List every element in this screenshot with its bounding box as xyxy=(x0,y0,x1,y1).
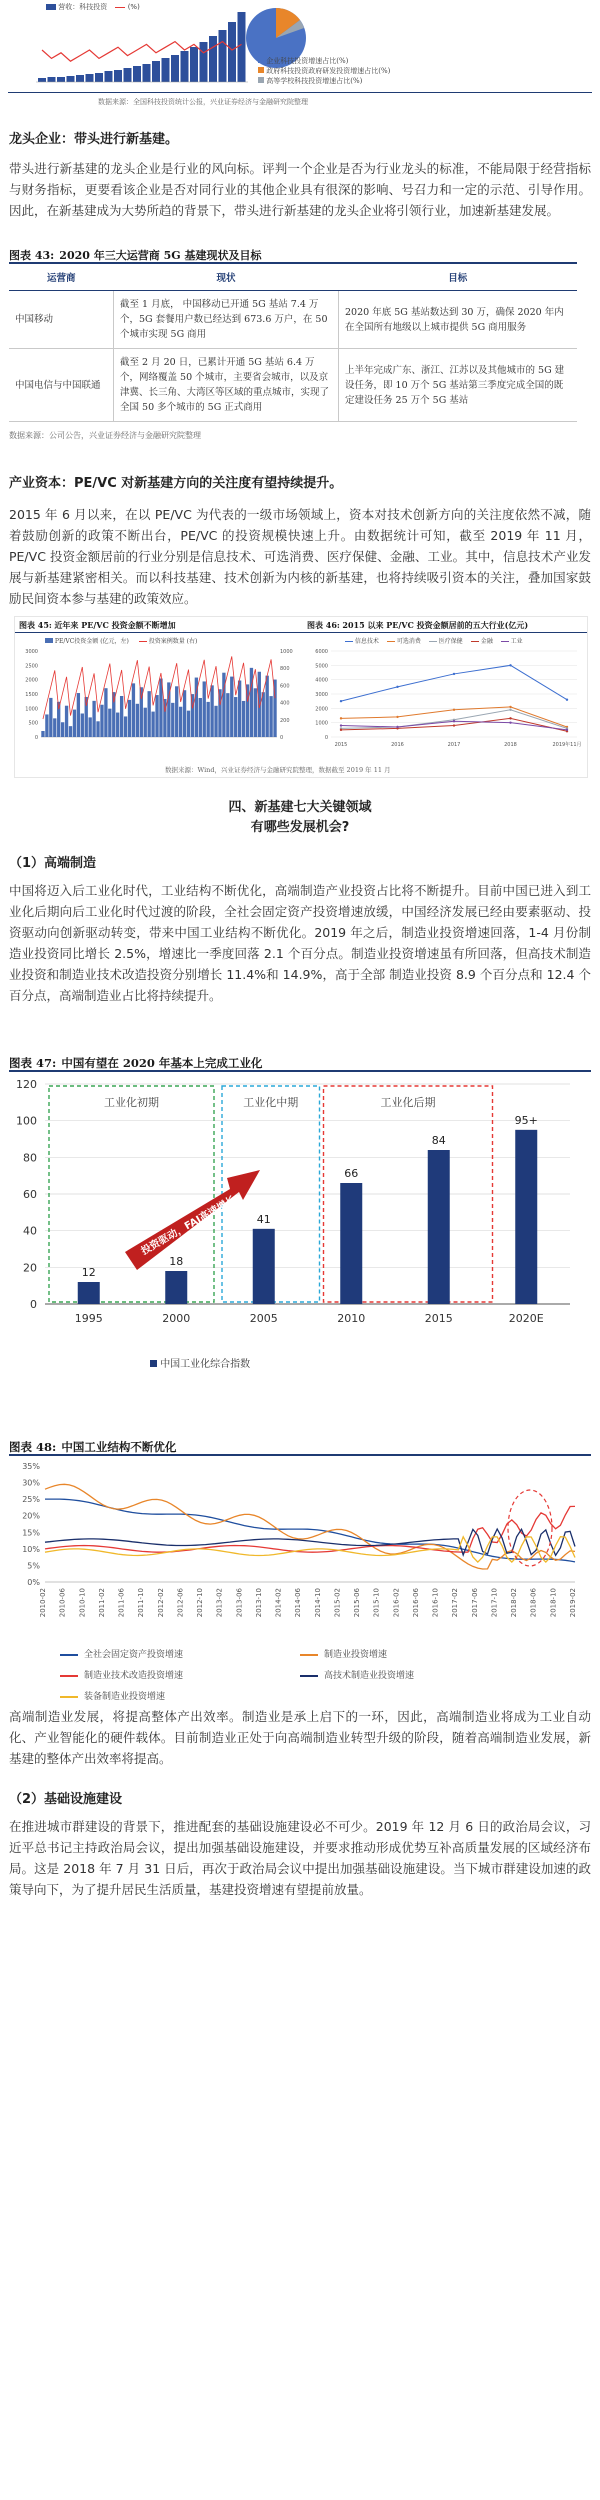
fig48-ytick: 5% xyxy=(27,1561,40,1571)
top-bar xyxy=(86,74,94,82)
fig48-xtick: 2012-02 xyxy=(156,1588,165,1618)
top-bar xyxy=(133,66,141,82)
fig45-header xyxy=(19,620,176,631)
fig45-legend xyxy=(45,636,197,645)
pie-legend-2: 高等学校科技投资增速占比 xyxy=(266,77,351,85)
current-cell: 截至 2 月 20 日，已累计开通 5G 基站 6.4 万个，网络覆盖 50 个城市，主要省会城市，以及京津冀、长三角、大湾区等区域的重点城市，实现了全国 50 多个城市的 5G 正式商用 xyxy=(114,349,339,422)
table-row xyxy=(9,291,577,349)
fig46-point xyxy=(566,729,568,731)
fig46-point xyxy=(340,729,342,731)
fig45-bar xyxy=(183,690,186,737)
fig45-bar xyxy=(81,714,84,738)
fig46-point xyxy=(396,686,398,688)
top-bar xyxy=(228,22,236,82)
fig48-ytick: 15% xyxy=(22,1528,40,1538)
fig48-ytick: 20% xyxy=(22,1511,40,1521)
fig47-value-label: 95+ xyxy=(514,1113,538,1127)
fig46-legend xyxy=(345,636,531,645)
fig45-ytick-right: 400 xyxy=(280,700,290,707)
fig46-ytick: 5000 xyxy=(315,663,328,670)
fig48-legend-item: 高技术制造业投资增速 xyxy=(300,1668,540,1681)
fig48-legend-item: 制造业投资增速 xyxy=(300,1647,540,1660)
pie-legend-suffix-0: (%) xyxy=(336,57,349,65)
fig46-point xyxy=(340,717,342,719)
fig45-46-panel xyxy=(14,616,588,778)
fig45-bar xyxy=(65,706,68,737)
fig45-bar xyxy=(262,692,265,737)
fig46-point xyxy=(453,673,455,675)
fig45-bar xyxy=(238,681,241,738)
section4-title-1: 四、新基建七大关键领域 xyxy=(228,800,372,815)
fig46-ytick: 6000 xyxy=(315,649,328,655)
fig45-bar xyxy=(199,698,202,737)
fig45-bar xyxy=(175,686,178,737)
fig43-header-row xyxy=(9,263,577,291)
fig43-table-wrap xyxy=(9,262,577,422)
fig45-ytick-left: 1500 xyxy=(25,692,38,698)
fig48-xtick: 2016-10 xyxy=(431,1588,440,1618)
fig46-legend-item: 信息技术 xyxy=(345,638,379,645)
fig45-bar xyxy=(234,697,237,737)
fig45-ytick-right: 0 xyxy=(280,735,284,741)
fig45-bar xyxy=(266,676,269,737)
fig46-point xyxy=(509,717,511,719)
top-bar xyxy=(48,77,56,82)
top-bar xyxy=(105,71,113,82)
fig47-ytick: 0 xyxy=(30,1298,37,1311)
fig48-rule xyxy=(9,1454,591,1456)
fig45-bar xyxy=(132,683,135,737)
top-bar xyxy=(124,68,132,82)
fig45-bar xyxy=(230,677,233,737)
fig47-bar xyxy=(165,1271,187,1304)
fig45-bar xyxy=(144,708,147,737)
leader-heading: 龙头企业：带头进行新基建。 xyxy=(9,132,179,147)
fig48-xtick: 2014-06 xyxy=(294,1588,303,1618)
fig45-bar xyxy=(108,709,111,737)
top-figure-rule xyxy=(8,92,592,93)
fig48-xtick: 2015-02 xyxy=(333,1588,342,1618)
fig45-legend-line: 投资案例数量 (右) xyxy=(148,638,198,645)
fig47-ytick: 60 xyxy=(23,1188,37,1201)
fig48-xtick: 2017-06 xyxy=(470,1588,479,1618)
fig48-ytick: 10% xyxy=(22,1544,40,1554)
operator-cell: 中国电信与中国联通 xyxy=(9,349,114,422)
top-bar xyxy=(76,75,84,82)
fig48-xtick: 2018-06 xyxy=(529,1588,538,1618)
fig47-phase-label: 工业化初期 xyxy=(104,1096,159,1109)
fig45-46-rule xyxy=(15,632,587,633)
fig47-value-label: 84 xyxy=(431,1134,446,1147)
fig46-ytick: 2000 xyxy=(315,706,328,713)
fig47-legend-swatch xyxy=(150,1360,157,1367)
fig48-chart xyxy=(5,1458,595,1638)
fig45-bar xyxy=(203,681,206,737)
fig46-xtick: 2019年11月 xyxy=(552,742,582,748)
top-bar xyxy=(152,61,160,82)
fig48-xtick: 2012-10 xyxy=(196,1588,205,1618)
fig46-point xyxy=(453,724,455,726)
fig48-title: 中国工业结构不断优化 xyxy=(61,1440,177,1454)
fig46-point xyxy=(509,709,511,711)
fig48-xtick: 2013-06 xyxy=(235,1588,244,1618)
fig48-xtick: 2013-10 xyxy=(254,1588,263,1618)
pie-legend xyxy=(258,56,458,86)
fig48-ytick: 0% xyxy=(27,1578,40,1587)
fig48-xtick: 2014-10 xyxy=(313,1588,322,1618)
fig47-xtick: 2005 xyxy=(249,1312,278,1325)
legend-swatch-bar xyxy=(46,4,56,10)
top-bar xyxy=(190,47,198,82)
fig48-ytick: 30% xyxy=(22,1478,40,1488)
fig48-xtick: 2017-10 xyxy=(490,1588,499,1618)
fig47-xtick: 2010 xyxy=(337,1312,366,1325)
target-cell: 2020 年底 5G 基站数达到 30 万，确保 2020 年内在全国所有地级以上城市提供 5G 商用服务 xyxy=(339,291,578,349)
fig46-header xyxy=(307,620,528,631)
fig45-bar xyxy=(77,693,80,737)
fig47-bar xyxy=(428,1150,450,1304)
top-bar xyxy=(143,64,151,82)
fig46-chart xyxy=(305,645,585,765)
fig48-xtick: 2011-02 xyxy=(97,1588,106,1618)
fig48-legend-item: 装备制造业投资增速 xyxy=(60,1689,300,1702)
fig48-legend xyxy=(60,1642,560,1705)
pie-legend-1: 政府科技投资政府研发投资增速占比 xyxy=(266,67,379,75)
fig48-xtick: 2018-10 xyxy=(549,1588,558,1618)
fig45-ytick-left: 500 xyxy=(28,720,38,727)
fig46-xtick: 2016 xyxy=(391,742,404,748)
fig47-phase-label: 工业化中期 xyxy=(243,1096,299,1109)
fig48-label: 图表 48: xyxy=(9,1440,57,1454)
fig48-xtick: 2011-06 xyxy=(117,1588,126,1618)
legend-swatch-line xyxy=(115,7,125,8)
fig45-bar xyxy=(92,701,95,737)
fig46-ytick: 3000 xyxy=(315,692,328,698)
fig47-bar xyxy=(515,1130,537,1304)
pie-legend-suffix-1: (%) xyxy=(378,67,391,75)
fig47-ytick: 20 xyxy=(23,1261,37,1275)
fig47-bar xyxy=(340,1183,362,1304)
fig47-chart xyxy=(5,1074,595,1344)
fig45-ytick-left: 3000 xyxy=(25,649,38,655)
fig47-bar xyxy=(253,1229,275,1304)
fig45-bar xyxy=(207,702,210,737)
fig45-bar xyxy=(250,668,253,737)
fig45-bar xyxy=(210,685,213,737)
fig48-xtick: 2018-02 xyxy=(510,1588,519,1618)
fig46-label: 图表 46: xyxy=(307,620,340,630)
fig46-legend-item: 工业 xyxy=(501,638,523,645)
fig48-xtick: 2010-02 xyxy=(39,1588,47,1618)
fig45-bar xyxy=(53,718,56,737)
top-bar xyxy=(171,55,179,82)
fig45-chart xyxy=(15,645,300,765)
target-cell: 上半年完成广东、浙江、江苏以及其他城市的 5G 建设任务，即 10 万个 5G 基站第三季度完成全国的既定建设任务 25 万个 5G 基站 xyxy=(339,349,578,422)
fig48-xtick: 2017-02 xyxy=(451,1588,460,1618)
top-figure-source: 数据来源：全国科技投资统计公报，兴业证券经济与金融研究院整理 xyxy=(98,98,308,106)
fig47-xtick: 2020E xyxy=(508,1312,544,1325)
top-bar xyxy=(181,51,189,82)
fig47-header xyxy=(9,1052,591,1071)
fig46-ytick: 4000 xyxy=(315,677,328,684)
fig45-ytick-left: 0 xyxy=(34,735,38,741)
fig45-bar xyxy=(41,731,44,737)
fig45-ytick-right: 600 xyxy=(280,683,290,690)
fig45-bar xyxy=(214,706,217,737)
top-bar xyxy=(38,78,46,82)
fig47-xtick: 2000 xyxy=(162,1312,191,1325)
capital-heading: 产业资本：PE/VC 对新基建方向的关注度有望持续提升。 xyxy=(9,476,343,491)
fig48-xtick: 2010-10 xyxy=(78,1588,87,1618)
fig47-ytick: 40 xyxy=(23,1224,37,1238)
fig46-source: 数据来源：Wind，兴业证券经济与金融研究院整理，数据截至 2019 年 11 月 xyxy=(165,766,391,774)
fig45-bar xyxy=(155,695,158,737)
fig47-value-label: 66 xyxy=(344,1167,359,1180)
fig46-point xyxy=(453,720,455,722)
fig48-xtick: 2014-02 xyxy=(274,1588,283,1618)
fig45-ytick-right: 1000 xyxy=(280,649,293,655)
fig48-xtick: 2010-06 xyxy=(58,1588,67,1618)
top-bar-legend: 营收：科技投资 xyxy=(58,3,108,11)
fig48-header xyxy=(9,1436,591,1455)
fig47-xtick: 1995 xyxy=(74,1312,103,1325)
fig45-bar xyxy=(171,703,174,737)
fig45-legend-bar: PE/VC投资金额 (亿元，左) xyxy=(54,638,129,645)
fig46-point xyxy=(566,699,568,701)
fig46-point xyxy=(396,716,398,718)
fig45-label: 图表 45: xyxy=(19,620,52,630)
fig43-col-current: 现状 xyxy=(114,263,339,291)
section4-title-2: 有哪些发展机会? xyxy=(250,820,350,835)
top-bar-legend-suffix: (%) xyxy=(127,3,140,11)
fig45-ytick-left: 2000 xyxy=(25,677,38,684)
fig47-legend-label: 中国工业化综合指数 xyxy=(160,1359,251,1370)
fig46-point xyxy=(453,709,455,711)
fig47-label: 图表 47: xyxy=(9,1056,57,1070)
fig48-xtick: 2016-06 xyxy=(411,1588,420,1618)
fig46-point xyxy=(509,721,511,723)
fig45-bar xyxy=(269,696,272,737)
top-figure xyxy=(8,0,592,112)
fig45-bar xyxy=(226,693,229,737)
fig46-point xyxy=(340,724,342,726)
fig45-ytick-left: 2500 xyxy=(25,663,38,670)
fig45-bar xyxy=(187,711,190,737)
fig48-xtick: 2012-06 xyxy=(176,1588,185,1618)
fig45-bar xyxy=(49,698,52,737)
fig45-bar xyxy=(96,721,99,737)
fig45-ytick-left: 1000 xyxy=(25,706,38,713)
fig45-bar xyxy=(254,688,257,737)
capital-paragraph: 2015 年 6 月以来，在以 PE/VC 为代表的一级市场领域上，资本对技术创新方向的关注度依然不减，随着鼓励创新的政策不断出台，PE/VC 的投资规模快速上升。由数据统计可知，截至 2019 年 11 月，PE/VC 投资金额居前的行业分别是信息技术、可选消费、医疗保健、金融、工业。其中，信息技术产业发展与新基建紧密相关。而以科技基建、技术创新为内核的新基建，也将持续吸引资本的关注，叠加国家鼓励民间资本参与基建的政策效应。 xyxy=(9,507,591,606)
fig43-col-operator: 运营商 xyxy=(9,263,114,291)
top-bar xyxy=(67,76,75,82)
fig45-bar xyxy=(136,704,139,737)
fig45-bar xyxy=(73,710,76,737)
fig45-bar xyxy=(116,713,119,737)
top-bar xyxy=(219,30,227,82)
infra-paragraph: 在推进城市群建设的背景下，推进配套的基础设施建设必不可少。2019 年 12 月 6 日的政治局会议，习近平总书记主持政治局会议，提出加强基础设施建设，并要求推动形成优势互补高质量发展的区域经济布局。这是 2018 年 7 月 31 日后，再次于政治局会议中提出加强基础设施建设。当下城市群建设加速的政策导向下，为了提升居民生活质量，基建投资增速有望提前放量。 xyxy=(9,1819,591,1897)
fig47-legend xyxy=(150,1355,250,1370)
fig45-ytick-right: 800 xyxy=(280,666,290,673)
fig47-value-label: 18 xyxy=(169,1255,184,1268)
fig47-ytick: 80 xyxy=(23,1151,37,1165)
fig45-bar xyxy=(61,722,64,737)
fig46-series-line xyxy=(341,665,567,701)
manuf-heading: （1）高端制造 xyxy=(9,856,97,871)
infra-heading: （2）基础设施建设 xyxy=(9,1792,123,1807)
fig45-bar xyxy=(148,691,151,737)
fig48-ytick: 35% xyxy=(22,1462,40,1471)
fig43-table xyxy=(9,262,577,422)
fig47-ytick: 100 xyxy=(16,1114,37,1128)
operator-cell: 中国移动 xyxy=(9,291,114,349)
fig46-legend-item: 金融 xyxy=(471,638,493,645)
fig46-legend-item: 可选消费 xyxy=(387,638,421,645)
fig47-value-label: 12 xyxy=(81,1266,96,1279)
fig47-xtick: 2015 xyxy=(424,1312,453,1325)
fig45-bar xyxy=(124,716,127,737)
fig45-bar xyxy=(120,696,123,737)
fig43-col-target: 目标 xyxy=(339,263,578,291)
fig47-phase-label: 工业化后期 xyxy=(380,1096,436,1109)
fig47-value-label: 41 xyxy=(256,1212,271,1226)
fig45-bar xyxy=(45,714,48,737)
fig43-title: 2020 年三大运营商 5G 基建现状及目标 xyxy=(59,249,262,262)
fig47-title: 中国有望在 2020 年基本上完成工业化 xyxy=(61,1056,263,1070)
top-bar xyxy=(162,58,170,82)
fig48-xtick: 2016-02 xyxy=(392,1588,401,1618)
fig45-bar xyxy=(163,699,166,737)
fig48-xtick: 2011-10 xyxy=(137,1588,146,1618)
manuf2-paragraph: 高端制造业发展，将提高整体产出效率。制造业是承上启下的一环，因此，高端制造业将成为工业自动化、产业智能化的硬件载体。目前制造业正处于向高端制造业转型升级的阶段，随着高端制造业发展，新基建的整体产出效率将提高。 xyxy=(9,1709,591,1766)
fig45-bar xyxy=(89,717,92,737)
table-row xyxy=(9,349,577,422)
pie-legend-0: 企业科技投资增速占比 xyxy=(266,57,337,65)
fig47-bar xyxy=(78,1282,100,1304)
fig45-title: 近年来 PE/VC 投资金额不断增加 xyxy=(54,620,176,630)
fig48-xtick: 2015-10 xyxy=(372,1588,381,1618)
fig46-xtick: 2017 xyxy=(447,742,461,748)
fig45-bar xyxy=(242,701,245,737)
fig47-arrow-text: 投资驱动，FAI高速增长 xyxy=(139,1194,238,1258)
fig46-ytick: 0 xyxy=(324,735,328,741)
fig47-ytick: 120 xyxy=(16,1078,37,1091)
top-bar xyxy=(95,73,103,82)
fig48-legend-item: 制造业技术改造投资增速 xyxy=(60,1668,300,1681)
fig48-ytick: 25% xyxy=(22,1495,40,1505)
fig46-title: 2015 以来 PE/VC 投资金额居前的五大行业(亿元) xyxy=(342,620,529,630)
fig46-point xyxy=(509,664,511,666)
fig43-label: 图表 43: xyxy=(9,249,55,262)
top-bar xyxy=(209,36,217,82)
fig48-xtick: 2019-02 xyxy=(569,1588,577,1618)
fig43-source: 数据来源：公司公告，兴业证券经济与金融研究院整理 xyxy=(9,431,201,440)
fig46-legend-item: 医疗保健 xyxy=(429,638,463,645)
fig45-bar xyxy=(100,705,103,737)
fig46-point xyxy=(509,706,511,708)
fig45-ytick-right: 200 xyxy=(280,717,290,724)
fig48-legend-item: 全社会固定资产投资增速 xyxy=(60,1647,300,1660)
fig45-bar xyxy=(104,688,107,737)
pie-legend-suffix-2: (%) xyxy=(350,77,363,85)
leader-paragraph: 带头进行新基建的龙头企业是行业的风向标。评判一个企业是否为行业龙头的标准，不能局限于经营指标与财务指标，更要看该企业是否对同行业的其他企业具有很深的影响、号召力和一定的示范、引导作用。因此，在新基建成为大势所趋的背景下，带头进行新基建的龙头企业将引领行业，加速新基建发展。 xyxy=(9,161,591,218)
fig43-header xyxy=(9,244,591,263)
fig46-ytick: 1000 xyxy=(315,720,328,727)
highlight-circle xyxy=(508,1490,552,1566)
current-cell: 截至 1 月底， 中国移动已开通 5G 基站 7.4 万个，5G 套餐用户数已经达到 673.6 万户，在 50 个城市实现 5G 商用 xyxy=(114,291,339,349)
fig45-bar xyxy=(128,700,131,737)
top-bar xyxy=(57,77,65,82)
fig46-point xyxy=(340,700,342,702)
fig45-bar xyxy=(151,712,154,737)
fig48-xtick: 2015-06 xyxy=(353,1588,362,1618)
fig45-bar xyxy=(179,707,182,737)
manuf-paragraph: 中国将迈入后工业化时代，工业结构不断优化，高端制造产业投资占比将不断提升。目前中国已进入到工业化后期向后工业化时代过渡的阶段，全社会固定资产投资增速放缓，中国经济发展已经由要素驱动、投资驱动向创新驱动转变，带来中国工业结构不断优化。2019 年之后，制造业投资增速回落，1-4 月份制造业投资同比增长 2.5%，增速比一季度回落 2.1 个百分点。制造业投资增速虽有所回落，但高技术制造业投资和制造业技术改造投资分别增长 11.4%和 14.9%，高于全部 制造业投资 8.9 个百分点和 12.4 个百分点，高端制造业占比将持续提升。 xyxy=(9,883,591,1003)
top-bar xyxy=(114,70,122,82)
fig47-rule xyxy=(9,1070,591,1072)
fig45-bar xyxy=(69,726,72,737)
fig46-xtick: 2018 xyxy=(504,742,517,748)
top-bar xyxy=(200,42,208,82)
fig46-xtick: 2015 xyxy=(334,742,348,748)
fig46-point xyxy=(396,726,398,728)
fig48-xtick: 2013-02 xyxy=(215,1588,224,1618)
